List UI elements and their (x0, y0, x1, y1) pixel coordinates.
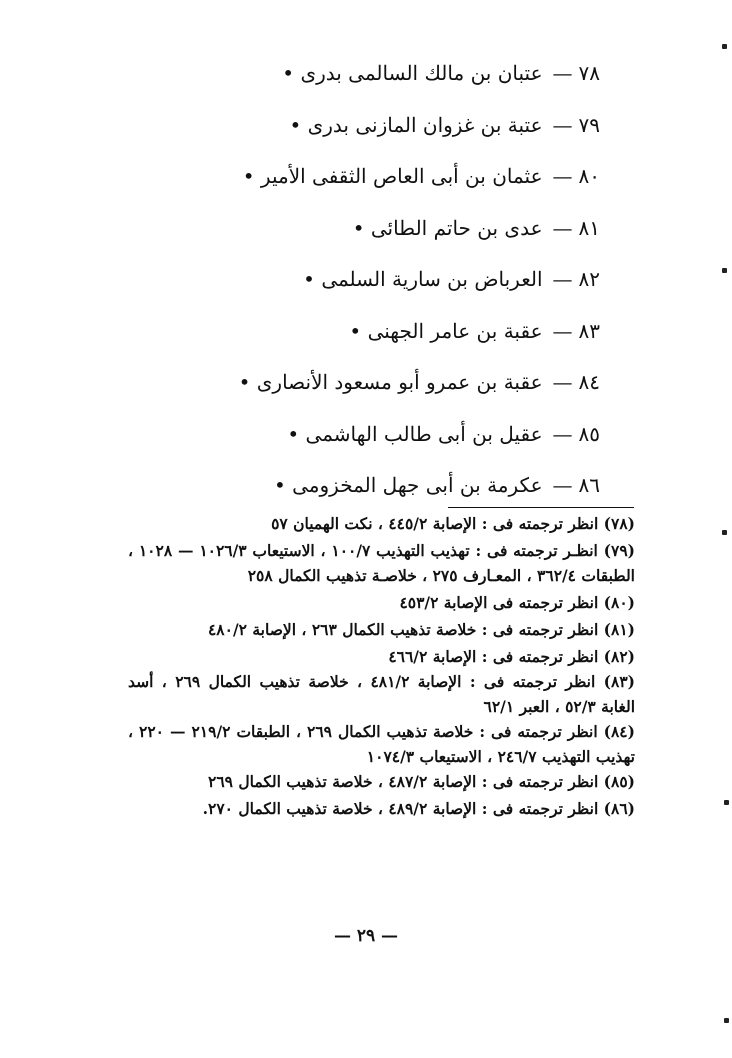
scan-speck (724, 1018, 729, 1023)
entry-79 (160, 102, 600, 154)
footnote-78: (٧٨) انظر ترجمته فى : الإصابة ٤٤٥/٢ ، نكت الهميان ٥٧ (271, 514, 635, 533)
entry-84 (160, 359, 600, 411)
scan-speck (722, 530, 727, 535)
footnotes (128, 511, 635, 821)
entry-text: عتبان بن مالك السالمى بدرى • (282, 61, 543, 85)
entry-81 (160, 205, 600, 257)
scan-speck (722, 268, 727, 273)
entry-78 (160, 50, 600, 102)
entry-85 (160, 411, 600, 463)
footnote-85: (٨٥) انظر ترجمته فى : الإصابة ٤٨٧/٢ ، خلاصة تذهيب الكمال ٢٦٩ (208, 772, 635, 791)
entry-dash: — (552, 215, 573, 240)
page-number: — ٢٩ — (333, 926, 399, 946)
footnote-divider (448, 507, 634, 508)
entry-number: ٨١ (578, 215, 600, 240)
scan-speck (722, 44, 727, 49)
entry-dash: — (552, 112, 573, 137)
entry-text: عكرمة بن أبى جهل المخزومى • (273, 473, 543, 497)
entry-83 (160, 308, 600, 360)
entry-dash: — (552, 318, 573, 343)
entry-dash: — (552, 370, 573, 394)
biography-entry-list (160, 50, 600, 514)
scan-speck (724, 800, 729, 805)
entry-number: ٧٩ (578, 112, 600, 137)
footnote-81: (٨١) انظر ترجمته فى : خلاصة تذهيب الكمال ٢٦٣ ، الإصابة ٤٨٠/٢ (207, 620, 635, 639)
footnote-84: (٨٤) انظر ترجمته فى : خلاصة تذهيب الكمال ٢٦٩ ، الطبقات ٢١٩/٢ — ٢٢٠ ، تهذيب التهذيب ٢٤٦/٧ ، الاستيعاب ١٠٧٤/٣ (128, 722, 635, 766)
entry-number: ٨٦ (578, 473, 600, 497)
entry-dash: — (552, 267, 573, 291)
entry-dash: — (552, 421, 573, 446)
footnote-79: (٧٩) انظـر ترجمته فى : تهذيب التهذيب ١٠٠/٧ ، الاستيعاب ١٠٢٦/٣ — ١٠٢٨ ، الطبقات ٣٦٢/٤ ، المعـارف ٢٧٥ ، خلاصـة تذهيب الكمال ٢٥٨ (128, 541, 635, 585)
entry-dash: — (552, 61, 573, 85)
entry-text: عتبة بن غزوان المازنى بدرى • (289, 112, 543, 137)
footnote-83: (٨٣) انظر ترجمته فى : الإصابة ٤٨١/٢ ، خلاصة تذهيب الكمال ٢٦٩ ، أسد الغابة ٥٢/٣ ، العبر ٦٢/١ (128, 672, 636, 716)
entry-80 (160, 153, 600, 205)
entry-number: ٨٠ (578, 164, 600, 188)
entry-dash: — (552, 473, 573, 497)
entry-text: عثمان بن أبى العاص الثقفى الأمير • (242, 164, 543, 188)
entry-82 (160, 256, 600, 308)
entry-text: عدى بن حاتم الطائى • (352, 215, 543, 240)
footnote-82: (٨٢) انظر ترجمته فى : الإصابة ٤٦٦/٢ (388, 647, 635, 666)
entry-dash: — (552, 164, 573, 188)
entry-number: ٨٥ (578, 421, 600, 446)
entry-number: ٧٨ (578, 61, 600, 85)
entry-text: عقبة بن عامر الجهنى • (349, 318, 543, 343)
entry-text: عقيل بن أبى طالب الهاشمى • (287, 421, 543, 446)
footnote-86: (٨٦) انظر ترجمته فى : الإصابة ٤٨٩/٢ ، خلاصة تذهيب الكمال ٢٧٠. (202, 799, 635, 818)
entry-text: عقبة بن عمرو أبو مسعود الأنصارى • (238, 370, 543, 394)
entry-number: ٨٣ (578, 318, 600, 343)
footnote-80: (٨٠) انظر ترجمته فى الإصابة ٤٥٣/٢ (399, 593, 635, 612)
entry-86 (160, 462, 600, 514)
entry-number: ٨٢ (578, 267, 600, 291)
entry-number: ٨٤ (578, 370, 600, 394)
entry-text: العرباض بن سارية السلمى • (303, 267, 543, 291)
